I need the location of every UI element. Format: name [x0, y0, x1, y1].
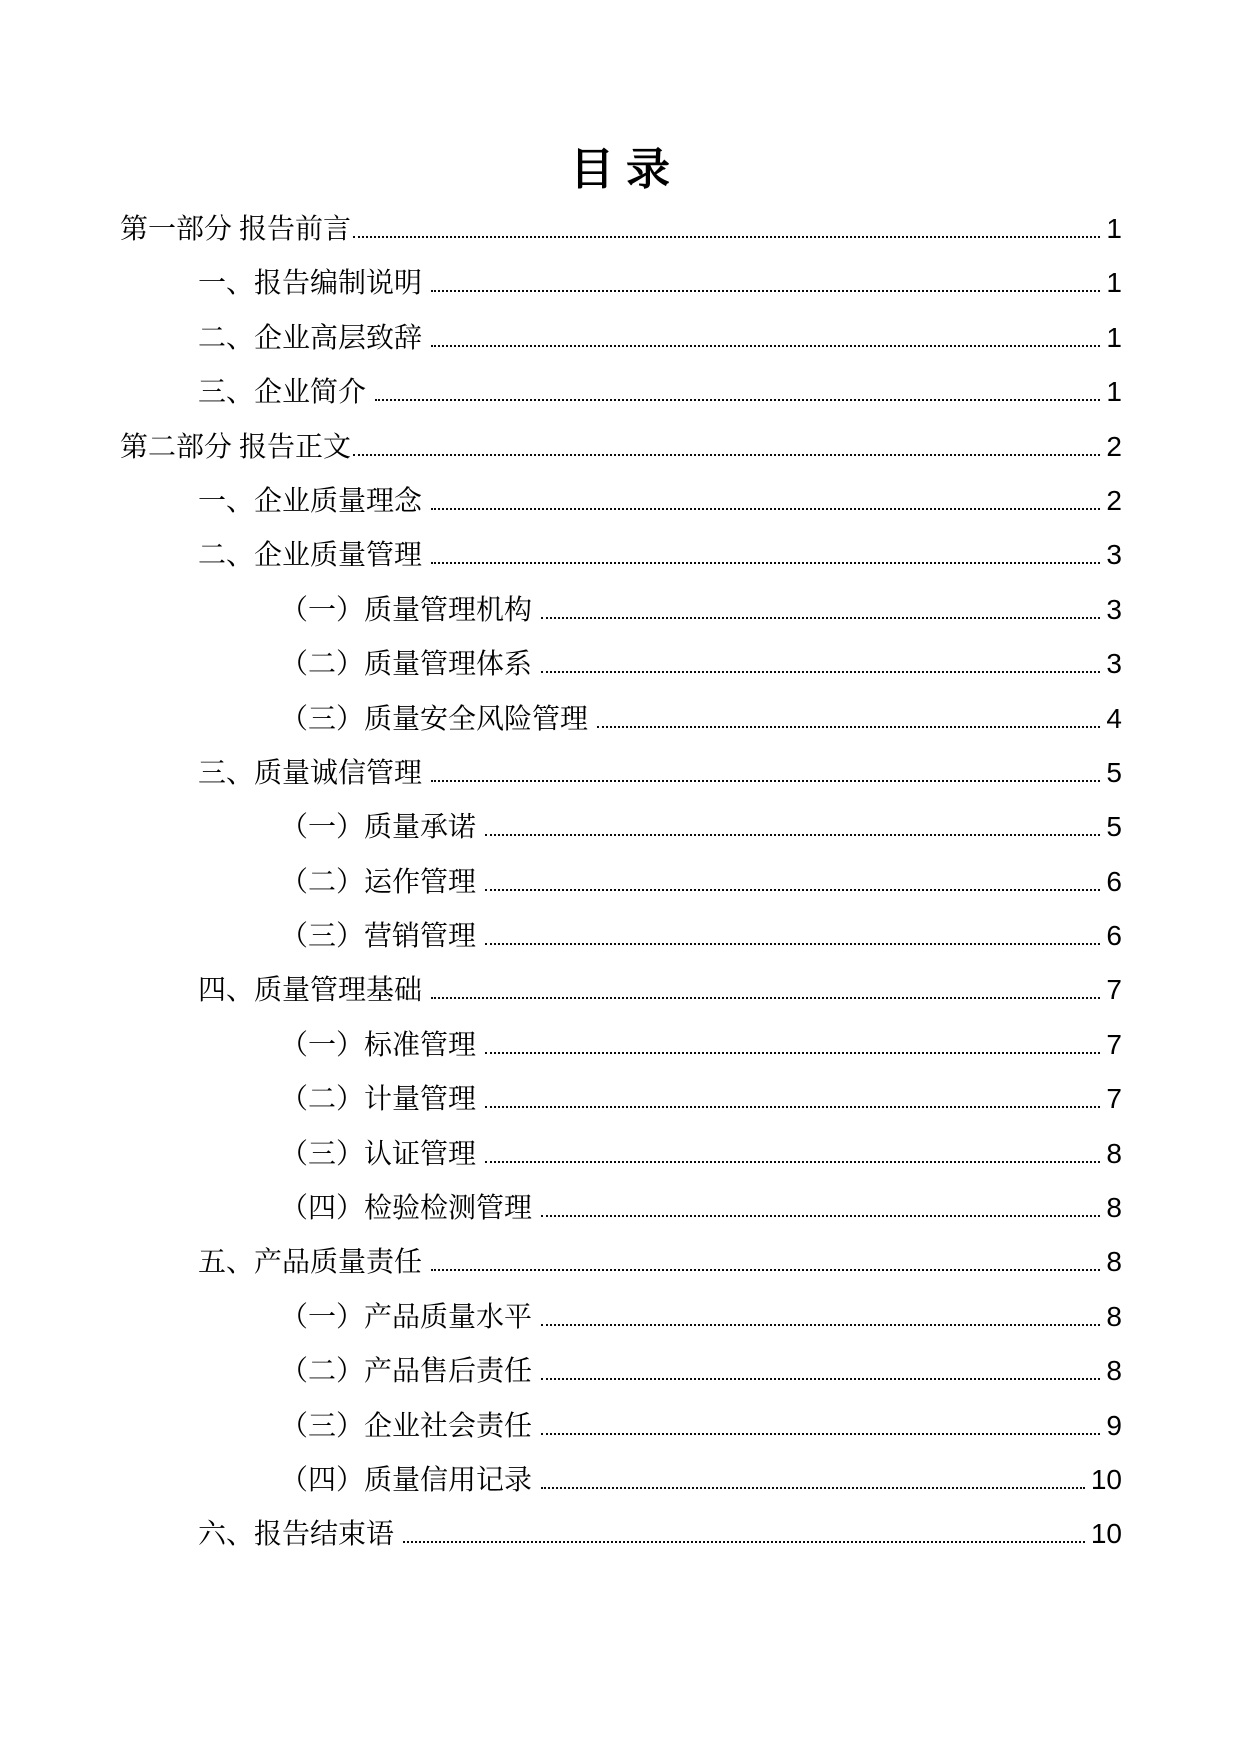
toc-entry-label: （三）质量安全风险管理 — [280, 703, 589, 735]
toc-entry[interactable] — [120, 1181, 1122, 1235]
toc-entry[interactable] — [120, 256, 1122, 310]
dot-leader — [541, 1324, 1100, 1326]
dot-leader — [485, 943, 1100, 945]
toc-entry[interactable] — [120, 909, 1122, 963]
toc-entry-label: （四）质量信用记录 — [280, 1464, 533, 1496]
toc-entry-label: 四、质量管理基础 — [198, 975, 423, 1007]
dot-leader — [541, 671, 1100, 673]
toc-entry-page-number: 1 — [1106, 213, 1122, 244]
toc-entry[interactable] — [120, 365, 1122, 419]
dot-leader — [431, 1269, 1100, 1271]
toc-entry[interactable] — [120, 855, 1122, 909]
dot-leader — [403, 1541, 1085, 1543]
toc-entry-page-number: 3 — [1106, 539, 1122, 571]
toc-entry-page-number: 5 — [1106, 811, 1122, 843]
toc-entry-page-number: 10 — [1090, 1463, 1122, 1495]
toc-entry-page-number: 7 — [1106, 974, 1122, 1006]
dot-leader — [485, 889, 1100, 891]
toc-entry[interactable] — [120, 1127, 1122, 1181]
dot-leader — [353, 236, 1100, 238]
dot-leader — [485, 1052, 1100, 1054]
toc-entry[interactable] — [120, 692, 1122, 746]
toc-entry-label: 二、企业质量管理 — [198, 540, 423, 572]
toc-entry-page-number: 10 — [1090, 1518, 1122, 1550]
toc-entry-label: 六、报告结束语 — [198, 1519, 395, 1551]
toc-entry-label: （二）计量管理 — [280, 1084, 477, 1116]
toc-entry-label: 一、报告编制说明 — [198, 268, 423, 300]
page-title: 目录 — [570, 145, 682, 194]
toc-entry[interactable] — [120, 528, 1122, 582]
dot-leader — [541, 1215, 1100, 1217]
toc-entry-page-number: 2 — [1106, 430, 1122, 462]
toc-entry-page-number: 2 — [1106, 484, 1122, 516]
dot-leader — [431, 997, 1100, 999]
toc-entry-page-number: 9 — [1106, 1409, 1122, 1441]
toc-entry-page-number: 7 — [1106, 1083, 1122, 1115]
toc-entry[interactable] — [120, 311, 1122, 365]
toc-entry-label: 第二部分 报告正文 — [120, 431, 352, 463]
dot-leader — [541, 1433, 1100, 1435]
toc-entry[interactable] — [120, 963, 1122, 1017]
toc-entry-label: 二、企业高层致辞 — [198, 322, 423, 354]
toc-entry[interactable] — [120, 1507, 1122, 1561]
toc-entry[interactable] — [120, 202, 1122, 256]
toc-entry-label: （一）质量管理机构 — [280, 594, 533, 626]
toc-entry-page-number: 1 — [1106, 321, 1122, 353]
dot-leader — [485, 1161, 1100, 1163]
toc-entry-page-number: 1 — [1106, 267, 1122, 299]
toc-entry[interactable] — [120, 1399, 1122, 1453]
toc-entry-label: （一）标准管理 — [280, 1029, 477, 1061]
toc-entry[interactable] — [120, 1344, 1122, 1398]
toc-entry-label: 一、企业质量理念 — [198, 485, 423, 517]
toc-entry-label: （四）检验检测管理 — [280, 1193, 533, 1225]
dot-leader — [485, 834, 1100, 836]
toc-entry-page-number: 5 — [1106, 756, 1122, 788]
toc-entry[interactable] — [120, 637, 1122, 691]
dot-leader — [431, 345, 1100, 347]
toc-entry-label: （一）产品质量水平 — [280, 1301, 533, 1333]
toc-entry-label: 三、企业简介 — [198, 377, 367, 409]
toc-entry-label: （三）认证管理 — [280, 1138, 477, 1170]
toc-entry-page-number: 8 — [1106, 1246, 1122, 1278]
toc-entry[interactable] — [120, 420, 1122, 474]
toc-entry-page-number: 6 — [1106, 865, 1122, 897]
dot-leader — [597, 726, 1100, 728]
toc-entry-label: （一）质量承诺 — [280, 812, 477, 844]
toc-entry-label: （三）企业社会责任 — [280, 1410, 533, 1442]
toc-entry-label: 三、质量诚信管理 — [198, 757, 423, 789]
toc-entry[interactable] — [120, 1453, 1122, 1507]
toc-entry-page-number: 7 — [1106, 1028, 1122, 1060]
toc-entry-label: 第一部分 报告前言 — [120, 214, 352, 245]
toc-entry[interactable] — [120, 1235, 1122, 1289]
toc-entry-label: （二）运作管理 — [280, 866, 477, 898]
toc-entry[interactable] — [120, 1018, 1122, 1072]
toc-entry-page-number: 3 — [1106, 648, 1122, 680]
toc-list — [120, 202, 1122, 1562]
toc-entry-page-number: 3 — [1106, 593, 1122, 625]
toc-entry-page-number: 8 — [1106, 1355, 1122, 1387]
toc-entry-page-number: 1 — [1106, 376, 1122, 408]
dot-leader — [431, 562, 1100, 564]
toc-entry-page-number: 4 — [1106, 702, 1122, 734]
toc-entry-page-number: 6 — [1106, 920, 1122, 952]
dot-leader — [541, 1487, 1085, 1489]
toc-entry-page-number: 8 — [1106, 1300, 1122, 1332]
dot-leader — [431, 508, 1100, 510]
toc-entry[interactable] — [120, 1072, 1122, 1126]
toc-entry-page-number: 8 — [1106, 1192, 1122, 1224]
toc-entry-page-number: 8 — [1106, 1137, 1122, 1169]
toc-entry[interactable] — [120, 746, 1122, 800]
toc-entry-label: （二）产品售后责任 — [280, 1356, 533, 1388]
toc-entry-label: （三）营销管理 — [280, 921, 477, 953]
dot-leader — [375, 399, 1100, 401]
toc-entry[interactable] — [120, 583, 1122, 637]
dot-leader — [431, 290, 1100, 292]
dot-leader — [541, 617, 1100, 619]
dot-leader — [541, 1378, 1100, 1380]
dot-leader — [353, 454, 1100, 456]
toc-entry[interactable] — [120, 800, 1122, 854]
toc-entry-label: 五、产品质量责任 — [198, 1247, 423, 1279]
toc-entry[interactable] — [120, 474, 1122, 528]
dot-leader — [431, 780, 1100, 782]
toc-entry[interactable] — [120, 1290, 1122, 1344]
dot-leader — [485, 1106, 1100, 1108]
toc-entry-label: （二）质量管理体系 — [280, 649, 533, 681]
